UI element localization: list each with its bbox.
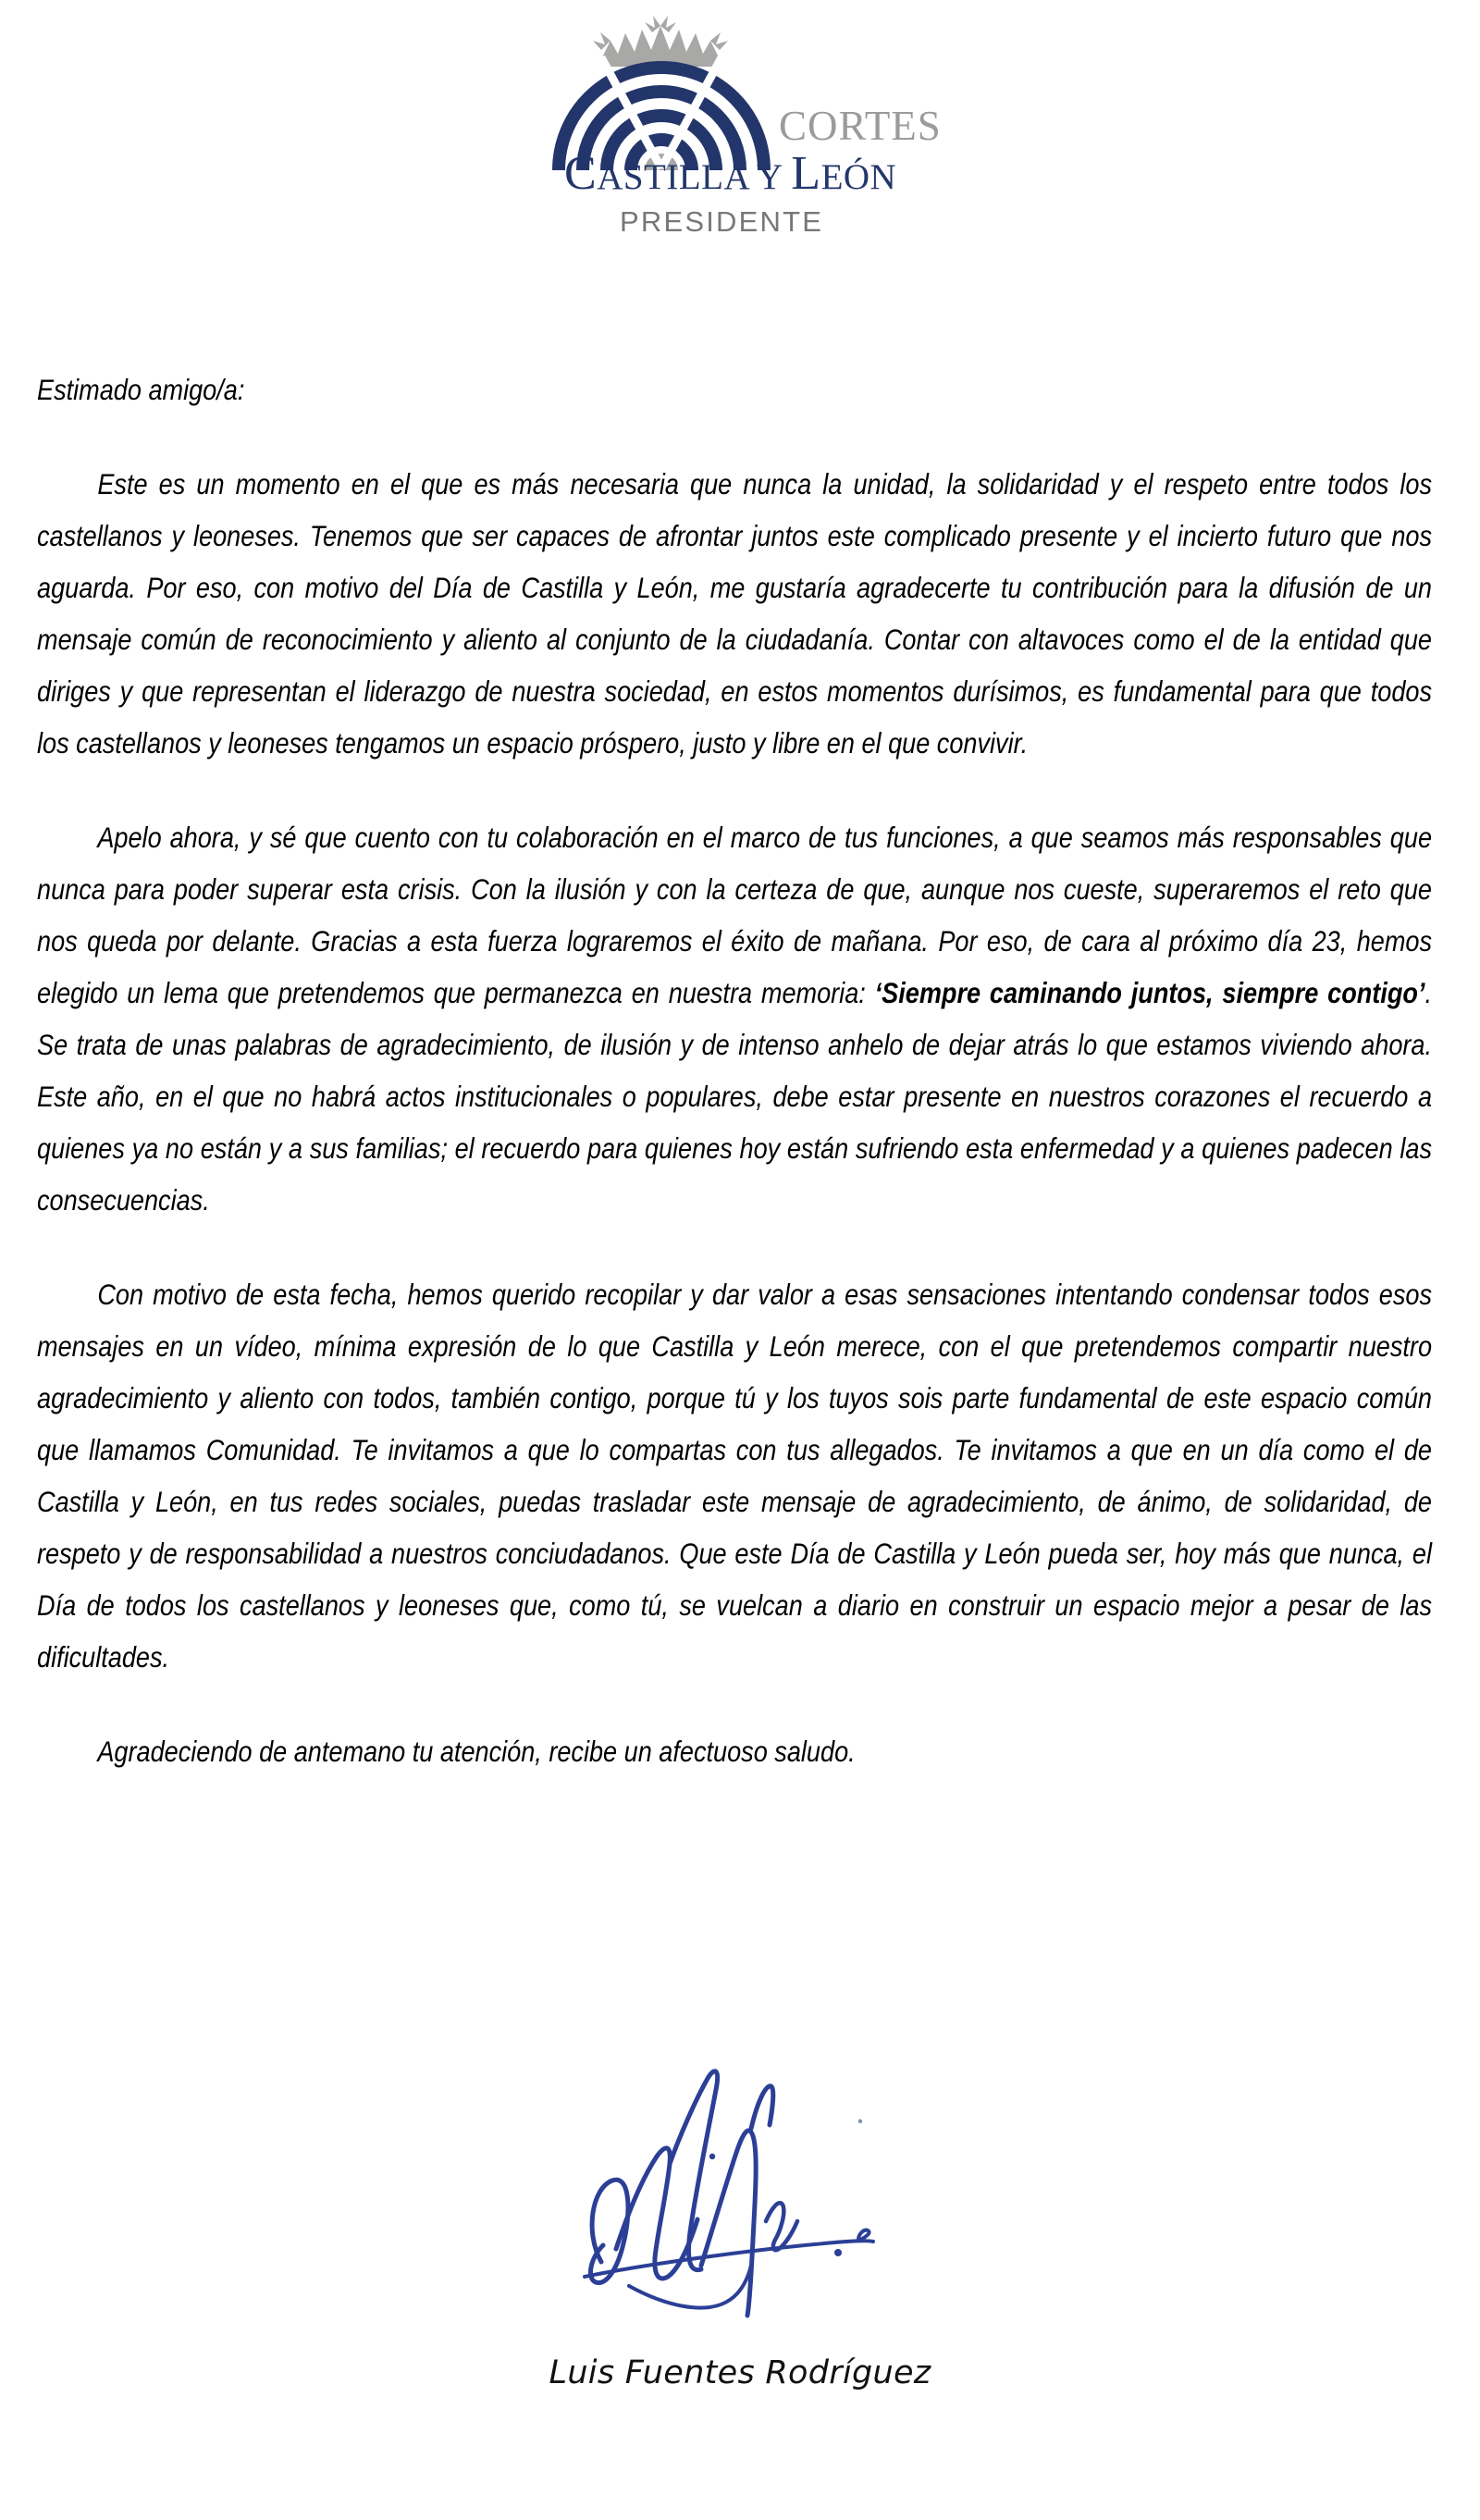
wordmark-castilla-rest: ASTILLA bbox=[597, 157, 749, 197]
paragraph-1: Este es un momento en el que es más necesaria que nunca la unidad, la solidaridad y el respeto entre todos los castellanos y leoneses. Tenemos que ser capaces de afrontar juntos este complicado presente y el incierto futuro que nos aguarda. Por eso, con motivo del Día de Castilla y León, me gustaría agradecerte tu contribución para la difusión de un mensaje común de reconocimiento y aliento al conjunto de la ciudadanía. Contar con altavoces como el de la entidad que diriges y que representan el liderazgo de nuestra sociedad, en estos momentos durísimos, es fundamental para que todos los castellanos y leoneses tengamos un espacio próspero, justo y libre en el que convivir. bbox=[37, 467, 1433, 760]
letter-body bbox=[37, 368, 1432, 1777]
paragraph-3: Con motivo de esta fecha, hemos querido recopilar y dar valor a esas sensaciones intentando condensar todos esos mensajes en un vídeo, mínima expresión de lo que Castilla y León merece, con el que pretendemos compartir nuestro agradecimiento y aliento con todos, también contigo, porque tú y los tuyos sois parte fundamental de este espacio común que llamamos Comunidad. Te invitamos a que lo compartas con tus allegados. Te invitamos a que en un día como el de Castilla y León, en tus redes sociales, puedas trasladar este mensaje de agradecimiento, de ánimo, de solidaridad, de respeto y de responsabilidad a nuestros conciudadanos. Que este Día de Castilla y León pueda ser, hoy más que nunca, el Día de todos los castellanos y leoneses que, como tú, se vuelcan a diario en construir un espacio mejor a pesar de las dificultades. bbox=[37, 1278, 1433, 1674]
salutation: Estimado amigo/a: bbox=[37, 373, 245, 406]
wordmark-castilla-y-leon bbox=[564, 147, 897, 200]
letterhead bbox=[0, 0, 1480, 244]
institutional-logo bbox=[546, 13, 942, 244]
campaign-slogan: ‘Siempre caminando juntos, siempre contigo’ bbox=[874, 976, 1425, 1010]
closing-line: Agradeciendo de antemano tu atención, recibe un afectuoso saludo. bbox=[97, 1735, 856, 1769]
wordmark-leon-cap: L bbox=[791, 147, 821, 200]
paragraph-2-text-before: Apelo ahora, y sé que cuento con tu colaboración en el marco de tus funciones, a que seamos más responsables que nunca para poder superar esta crisis. Con la ilusión y con la certeza de que, aunque nos cueste, superaremos el reto que nos queda por delante. Gracias a esta fuerza lograremos el éxito de mañana. Por eso, de cara al próximo día 23, hemos elegido un lema que pretendemos que permanezca en nuestra memoria: bbox=[37, 821, 1433, 1010]
wordmark-y: Y bbox=[748, 157, 792, 197]
paragraph-2-text-after: . Se trata de unas palabras de agradecimiento, de ilusión y de intenso anhelo de dejar atrás lo que estamos viviendo ahora. Este año, en el que no habrá actos institucionales o populares, debe estar presente en nuestros corazones el recuerdo a quienes ya no están y a sus familias; el recuerdo para quienes hoy están sufriendo esta enfermedad y a quienes padecen las consecuencias. bbox=[37, 976, 1433, 1217]
wordmark-presidente: PRESIDENTE bbox=[620, 205, 824, 238]
wordmark-cortes: CORTES bbox=[779, 103, 942, 149]
handwritten-signature-icon bbox=[527, 2068, 953, 2345]
wordmark-castilla-cap: C bbox=[564, 147, 598, 200]
signer-name: Luis Fuentes Rodríguez bbox=[549, 2354, 931, 2391]
signature-area bbox=[0, 2068, 1480, 2391]
wordmark-leon-rest: EÓN bbox=[820, 157, 897, 197]
paragraph-2 bbox=[37, 811, 1432, 1226]
